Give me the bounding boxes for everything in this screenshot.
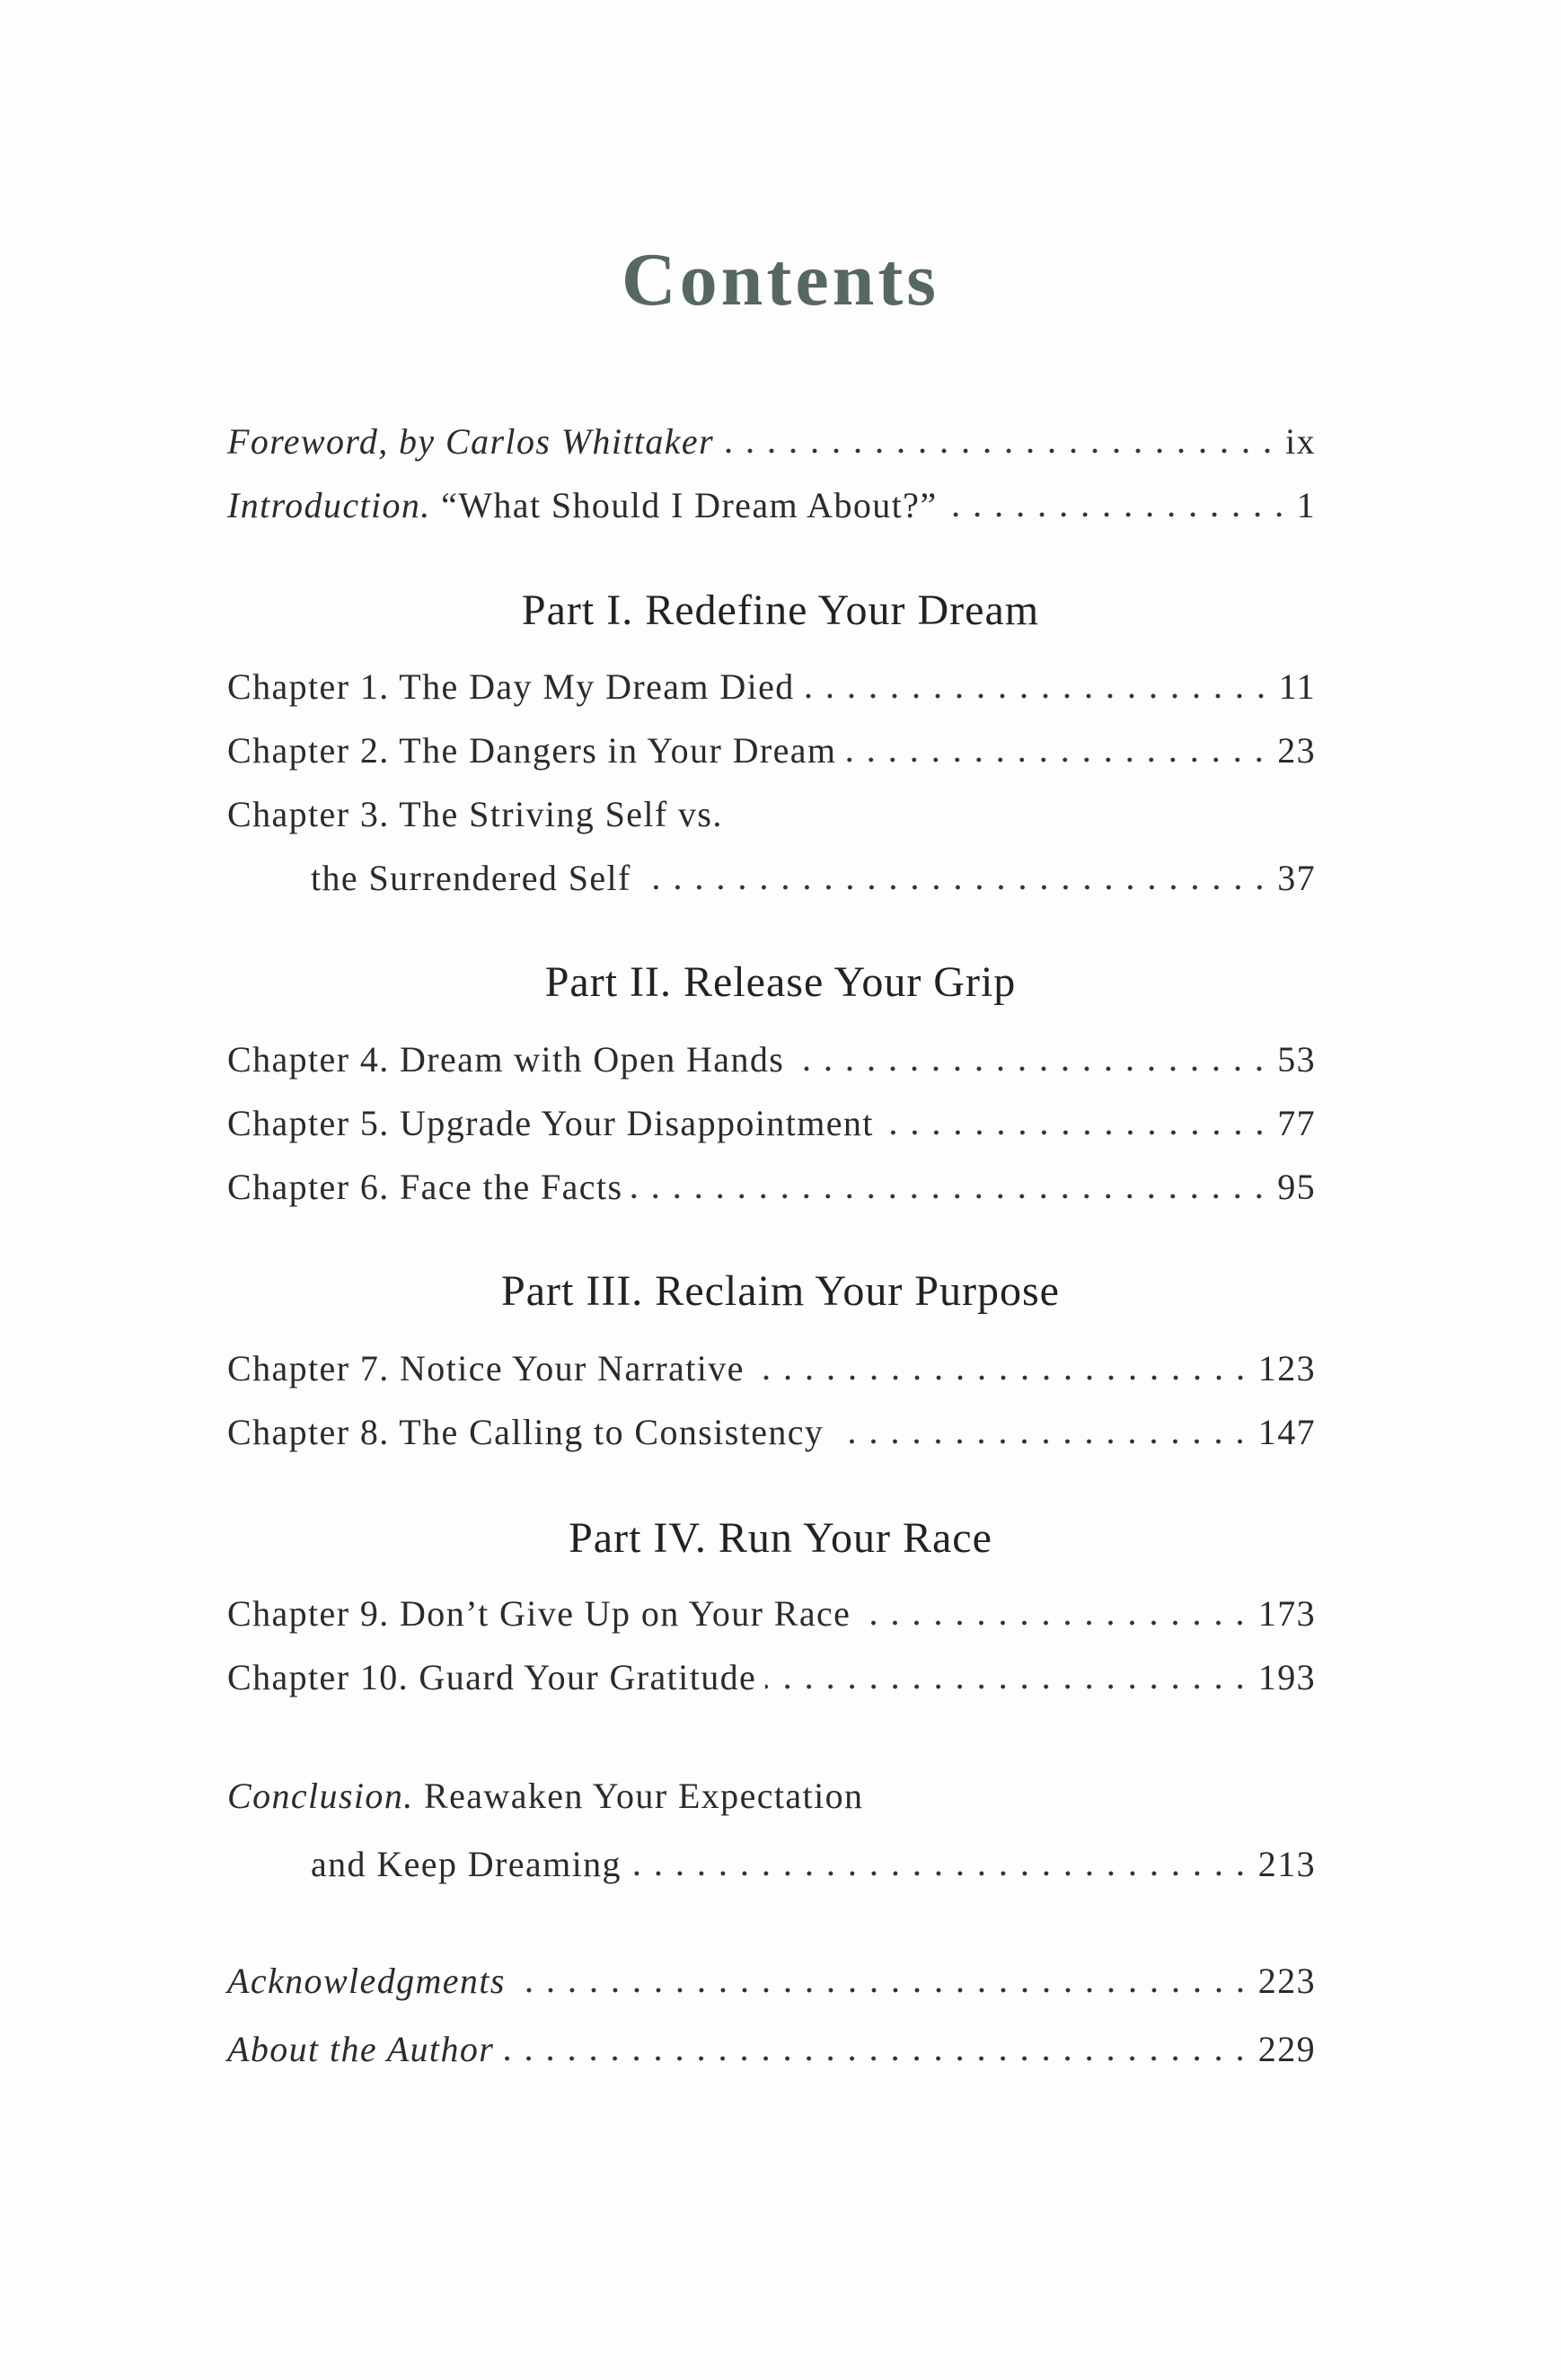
page-number: 229 <box>1257 2029 1316 2069</box>
page-number: 223 <box>1257 1961 1316 2001</box>
entry-label: Chapter 6. Face the Facts <box>227 1167 623 1207</box>
toc-entry-conclusion[interactable] <box>311 1842 1316 1887</box>
dot-leader <box>793 1066 1270 1071</box>
page-number: 123 <box>1257 1348 1316 1388</box>
entry-label-italic: Introduction. <box>227 485 431 525</box>
entry-label: Acknowledgments <box>227 1961 506 2001</box>
toc-entry-chapter[interactable] <box>227 1101 1316 1146</box>
dot-leader <box>631 1871 1251 1876</box>
dot-leader <box>883 1130 1270 1135</box>
entry-label: Chapter 2. The Dangers in Your Dream <box>227 730 837 771</box>
dot-leader <box>947 512 1290 517</box>
entry-label-italic: Conclusion. <box>227 1776 414 1816</box>
dot-leader <box>503 2056 1251 2061</box>
dot-leader <box>804 693 1272 699</box>
entry-label: Chapter 9. Don’t Give Up on Your Race <box>227 1593 851 1634</box>
dot-leader <box>631 1194 1270 1199</box>
dot-leader <box>765 1684 1251 1689</box>
entry-label: “What Should I Dream About?” <box>430 485 938 525</box>
page-number: 147 <box>1257 1412 1316 1452</box>
entry-label: Chapter 5. Upgrade Your Disappointment <box>227 1103 874 1143</box>
page-number: 53 <box>1277 1039 1316 1080</box>
toc-entry-chapter[interactable] <box>227 1655 1316 1700</box>
dot-leader <box>833 1439 1250 1444</box>
toc-entry-conclusion-line1[interactable] <box>227 1774 863 1819</box>
part-heading: Part II. Release Your Grip <box>544 958 1017 1006</box>
toc-entry-introduction[interactable] <box>227 483 1316 528</box>
dot-leader <box>845 757 1270 762</box>
page-number: 77 <box>1277 1103 1316 1143</box>
entry-label: Chapter 10. Guard Your Gratitude <box>227 1657 757 1697</box>
page-number: 213 <box>1257 1844 1316 1884</box>
entry-label: Foreword, by Carlos Whittaker <box>227 421 715 462</box>
entry-label: Chapter 7. Notice Your Narrative <box>227 1348 745 1388</box>
entry-label[interactable]: Chapter 3. The Striving Self vs. <box>227 794 723 834</box>
page-number: 95 <box>1277 1167 1316 1207</box>
entry-label: Reawaken Your Expectation <box>413 1776 864 1816</box>
page-title: Contents <box>621 238 939 322</box>
toc-entry-chapter[interactable] <box>227 728 1316 773</box>
toc-entry-chapter[interactable] <box>227 665 1316 710</box>
dot-leader <box>723 448 1278 454</box>
entry-label-continued: and Keep Dreaming <box>311 1844 622 1884</box>
page-number: 37 <box>1277 858 1316 898</box>
entry-label-continued: the Surrendered Self <box>311 858 631 898</box>
dot-leader <box>860 1620 1250 1626</box>
entry-label: About the Author <box>227 2029 495 2069</box>
toc-entry-chapter[interactable] <box>227 1591 1316 1636</box>
toc-entry-foreword[interactable] <box>227 419 1316 464</box>
entry-label: Chapter 8. The Calling to Consistency <box>227 1412 825 1452</box>
page-number: 23 <box>1277 730 1316 771</box>
page-number: 173 <box>1257 1593 1316 1634</box>
page-number: 1 <box>1296 485 1316 525</box>
toc-entry-chapter[interactable] <box>227 1346 1316 1391</box>
toc-entry-chapter[interactable] <box>227 1410 1316 1455</box>
part-heading: Part I. Redefine Your Dream <box>521 586 1040 634</box>
toc-entry-about-author[interactable] <box>227 2027 1316 2072</box>
toc-entry-chapter[interactable] <box>311 856 1316 901</box>
toc-entry-acknowledgments[interactable] <box>227 1959 1316 2004</box>
page-number: 11 <box>1278 666 1316 707</box>
dot-leader <box>754 1375 1251 1380</box>
dot-leader <box>515 1988 1251 1993</box>
part-heading: Part IV. Run Your Race <box>569 1514 992 1562</box>
page-number: 193 <box>1257 1657 1316 1697</box>
toc-entry-chapter[interactable] <box>227 1037 1316 1082</box>
entry-label: Chapter 1. The Day My Dream Died <box>227 666 795 707</box>
toc-entry-chapter[interactable] <box>227 1165 1316 1210</box>
part-heading: Part III. Reclaim Your Purpose <box>501 1267 1060 1315</box>
page-number: ix <box>1285 421 1316 462</box>
dot-leader <box>640 885 1270 890</box>
entry-label: Chapter 4. Dream with Open Hands <box>227 1039 785 1080</box>
